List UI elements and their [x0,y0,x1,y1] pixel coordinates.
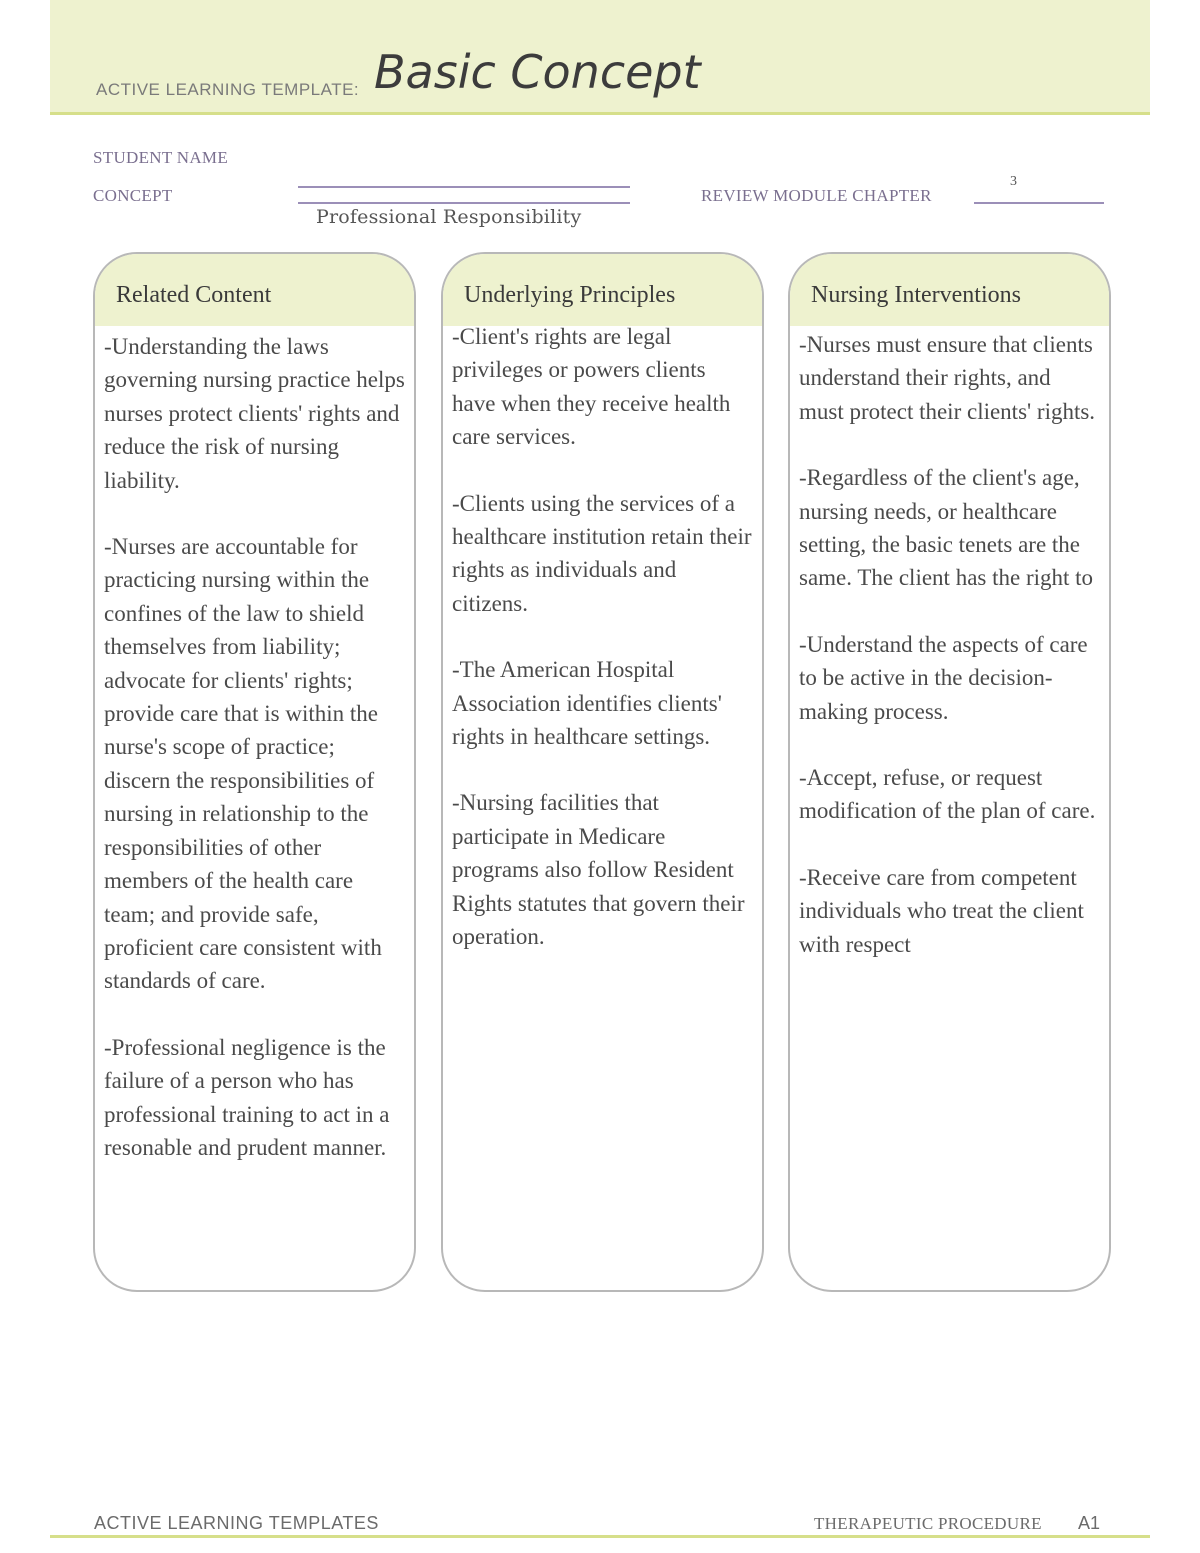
nursing-interventions-paragraph: -Receive care from competent individuals who treat the client with respect [799,864,1084,957]
nursing-interventions-body [790,324,1109,961]
footer-code: A1 [1078,1513,1101,1533]
nursing-interventions-paragraph: -Accept, refuse, or request modification of the plan of care. [799,765,1096,824]
concept-value: Professional Responsibility [316,206,582,228]
underlying-principles-paragraph: -Client's rights are legal privileges or powers clients have when they receive health care services. [452,324,731,450]
nursing-interventions-title: Nursing Interventions [790,254,1109,326]
student-name-label: STUDENT NAME [93,148,229,167]
concept-line[interactable] [298,202,630,204]
nursing-interventions-paragraph: -Regardless of the client's age, nursing needs, or healthcare setting, the basic tenets are the same. The client has the right to [799,465,1094,591]
related-content-card [93,252,416,1292]
template-title: Basic Concept [374,45,701,99]
footer-rule [50,1535,1150,1538]
chapter-label: REVIEW MODULE CHAPTER [701,186,932,205]
template-prefix: ACTIVE LEARNING TEMPLATE: [96,80,360,99]
related-content-title: Related Content [95,254,414,326]
chapter-line[interactable] [974,202,1104,204]
underlying-principles-title: Underlying Principles [443,254,762,326]
related-content-paragraph: -Understanding the laws governing nursing practice helps nurses protect clients' rights and reduce the risk of nursing liability. [104,334,405,493]
chapter-value: 3 [1010,174,1017,189]
underlying-principles-paragraph: -Clients using the services of a healthcare institution retain their rights as individuals and citizens. [452,490,752,616]
nursing-interventions-paragraph: -Understand the aspects of care to be active in the decision-making process. [799,631,1088,724]
underlying-principles-paragraph: -Nursing facilities that participate in Medicare programs also follow Resident Rights statutes that govern their operation. [452,790,745,950]
nursing-interventions-paragraph: -Nurses must ensure that clients understand their rights, and must protect their clients' rights. [799,332,1096,424]
footer-left: ACTIVE LEARNING TEMPLATES [94,1513,379,1533]
underlying-principles-card [441,252,764,1292]
related-content-paragraph: -Nurses are accountable for practicing nursing within the confines of the law to shield themselves from liability; advocate for clients' rights; provide care that is within the nurse's scope of practice; discern the responsibilities of nursing in relationship to the responsibilities of other members of the health care team; and provide safe, proficient care consistent with standards of care. [104,534,382,994]
footer-right: THERAPEUTIC PROCEDURE [814,1514,1042,1533]
nursing-interventions-card [788,252,1111,1292]
related-content-body [95,326,414,1164]
related-content-paragraph: -Professional negligence is the failure of a person who has professional training to act in a resonable and prudent manner. [104,1034,390,1160]
underlying-principles-paragraph: -The American Hospital Association identifies clients' rights in healthcare settings. [452,657,722,750]
underlying-principles-body [443,316,762,954]
concept-label: CONCEPT [93,186,173,205]
student-name-line[interactable] [298,186,630,188]
